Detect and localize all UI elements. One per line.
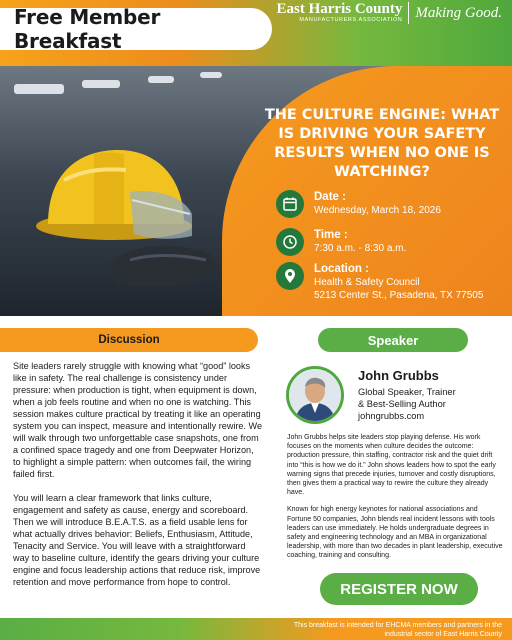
time-value: 7:30 a.m. - 8:30 a.m. bbox=[314, 243, 407, 254]
footer-note bbox=[262, 621, 502, 639]
time-row bbox=[276, 228, 406, 256]
speaker-heading: Speaker bbox=[367, 332, 419, 348]
speaker-heading-pill bbox=[318, 328, 468, 352]
footer-banner bbox=[0, 618, 512, 640]
register-now-label: REGISTER NOW bbox=[340, 580, 458, 598]
register-now-button[interactable] bbox=[320, 573, 478, 605]
date-row bbox=[276, 190, 441, 218]
discussion-paragraph: You will learn a clear framework that links culture, engagement and safety as cause, energy and scoreboard. Then we will introduce B.E.A.T.S. as a field usable lens for what actually drives behavior: Beliefs, Enthusiasm, Attitude, Tenacity and Service. You will leave with a straightforward way to baseline culture, identify the gears driving your culture engine and focus leadership actions that reduce risk, improve retention and move performance from hope to control. bbox=[13, 493, 261, 587]
date-value: Wednesday, March 18, 2026 bbox=[314, 205, 441, 216]
location-label: Location : bbox=[314, 263, 369, 275]
location-pin-icon bbox=[276, 262, 304, 290]
header-banner bbox=[0, 0, 512, 66]
clock-icon bbox=[276, 228, 304, 256]
event-title: Free Member Breakfast bbox=[14, 5, 161, 53]
ceiling-light bbox=[82, 80, 120, 88]
ceiling-light bbox=[200, 72, 222, 78]
logo-org-name: East Harris County bbox=[276, 1, 403, 17]
speaker-avatar bbox=[286, 366, 344, 424]
logo-org-sub: MANUFACTURERS ASSOCIATION bbox=[299, 17, 403, 23]
speaker-info bbox=[358, 368, 456, 422]
ceiling-light bbox=[148, 76, 174, 83]
footer-line-1: This breakfast is intended for EHCMA members and partners in the bbox=[293, 622, 502, 629]
footer-line-2: industrial sector of East Harris County bbox=[384, 631, 502, 638]
session-title: THE CULTURE ENGINE: WHAT IS DRIVING YOUR SAFETY RESULTS WHEN NO ONE IS WATCHING? bbox=[264, 107, 500, 180]
location-row bbox=[276, 262, 483, 302]
event-title-pill bbox=[0, 5, 272, 53]
discussion-body bbox=[13, 360, 263, 588]
speaker-role-2: & Best-Selling Author bbox=[358, 399, 446, 409]
work-gloves-image bbox=[110, 234, 220, 294]
ehcma-logo[interactable] bbox=[277, 2, 503, 24]
speaker-name: John Grubbs bbox=[358, 368, 439, 383]
time-label: Time : bbox=[314, 229, 348, 241]
location-address: 5213 Center St., Pasadena, TX 77505 bbox=[314, 290, 484, 301]
ceiling-light bbox=[14, 84, 64, 94]
hero-section bbox=[0, 66, 512, 316]
speaker-bio bbox=[287, 433, 503, 561]
discussion-heading-pill bbox=[0, 328, 258, 352]
calendar-icon bbox=[276, 190, 304, 218]
speaker-bio-paragraph: John Grubbs helps site leaders stop playing defense. His work focuses on the moments when culture decides the outcome: production pressure, thin staffing, contractor risk and the quiet drift into “this is how we do it.” John shows leaders how to spot the early warning signs that precede injuries, turnover and costly disruptions, then gives them a practical way to rewire the culture they already have. bbox=[287, 434, 496, 497]
date-label: Date : bbox=[314, 191, 346, 203]
speaker-role-1: Global Speaker, Trainer bbox=[358, 387, 456, 397]
speaker-bio-paragraph: Known for high energy keynotes for national associations and Fortune 50 companies, John blends real incident lessons with tools leaders can use immediately. He holds undergraduate degrees in safety and engineering technology and an MBA in organizational leadership, with more than two decades in plant leadership, executive coaching, training and consulting. bbox=[287, 506, 503, 560]
speaker-website-link[interactable]: johngrubbs.com bbox=[358, 411, 425, 421]
discussion-paragraph: Site leaders rarely struggle with knowing what “good” looks like in safety. The real challenge is consistency under pressure: when production is tight, when equipment is down, when a job feels routine and when no one is watching. This session makes culture practical by treating it like an operating system you can inspect, measure and intentionally rewire. We will walk through two unforgettable case snapshots, one from a confined space tragedy and one from Deepwater Horizon, to highlight a simple pattern: when outcomes fail, the wiring failed first. bbox=[13, 361, 263, 479]
location-venue: Health & Safety Council bbox=[314, 277, 420, 288]
discussion-heading: Discussion bbox=[98, 334, 160, 346]
logo-tagline: Making Good. bbox=[415, 4, 502, 21]
